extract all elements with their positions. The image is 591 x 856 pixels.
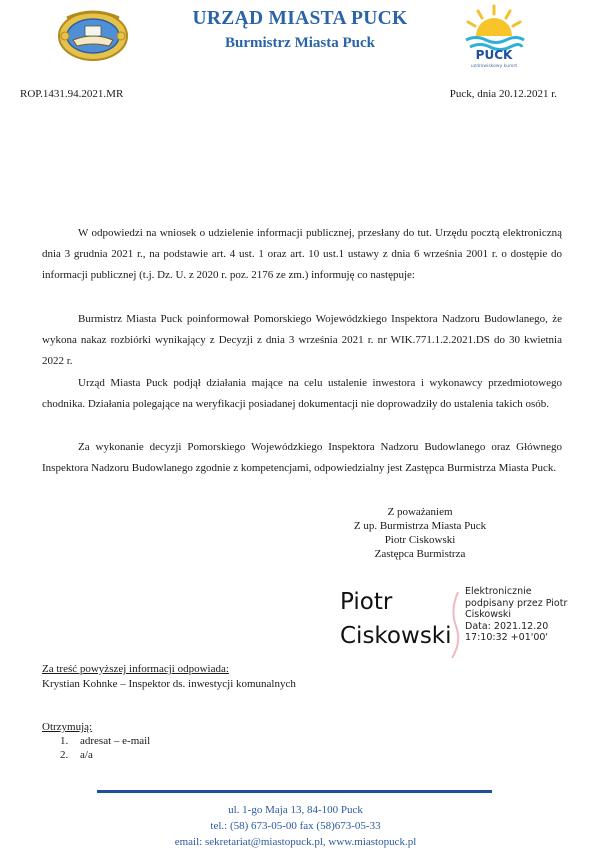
paragraph-3: Urząd Miasta Puck podjął działania mające na celu ustalenie inwestora i wykonawcy przedmiotowego chodnika. Działania polegające na weryfikacji posiadanej dokumentacji nie doprowadziły do ustalenia takich osób. [42, 377, 562, 410]
recipients-label: Otrzymują: [42, 721, 93, 733]
puck-logo-text: PUCK [475, 48, 513, 62]
place-and-date: Puck, dnia 20.12.2021 r. [449, 88, 557, 100]
recipient-2: 2. a/a [60, 749, 93, 761]
city-crest-logo [55, 6, 131, 62]
closing: Z poważaniem [387, 506, 453, 518]
signature-block [300, 505, 540, 561]
case-reference: ROP.1431.94.2021.MR [20, 88, 124, 100]
paragraph-4: Za wykonanie decyzji Pomorskiego Wojewódzkiego Inspektora Nadzoru Budowlanego oraz Głównego Inspektora Nadzoru Budowlanego zgodnie z kompetencjami, odpowiedzialny jest Zastępca Burmistrza Miasta Puck. [42, 441, 562, 474]
signer-position: Zastępca Burmistrza [374, 548, 466, 560]
footer-divider [97, 790, 492, 793]
paragraph-2: Burmistrz Miasta Puck poinformował Pomorskiego Wojewódzkiego Inspektora Nadzoru Budowlanego, że wykona nakaz rozbiórki wynikający z Decyzji z dnia 3 września 2021 r. nr WIK.771.1.2.2021.DS do 30 kwietnia 2022 r. [42, 313, 562, 367]
paragraph-1: W odpowiedzi na wniosek o udzielenie informacji publicznej, przesłany do tut. Urzędu pocztą elektroniczną dnia 3 grudnia 2021 r., na podstawie art. 4 ust. 1 oraz art. 10 ust.1 ustawy z dnia 6 września 2001 r. o dostępie do informacji publicznej (t.j. Dz. U. z 2020 r. poz. 2176 ze zm.) informuję co następuje: [42, 227, 562, 281]
office-name: URZĄD MIASTA PUCK [192, 8, 408, 29]
contact-person: Krystian Kohnke – Inspektor ds. inwestycji komunalnych [42, 678, 296, 690]
footer-email: email: sekretariat@miastopuck.pl, www.miastopuck.pl [174, 836, 417, 848]
recipient-1: 1. adresat – e-mail [60, 735, 151, 747]
contact-label: Za treść powyższej informacji odpowiada: [42, 663, 229, 675]
esig-mark [448, 590, 464, 660]
esig-note: Elektronicznie podpisany przez Piotr Ciskowski Data: 2021.12.20 17:10:32 +01'00' [465, 586, 568, 643]
puck-logo-tagline: uzdrowiskowy kurort [470, 64, 518, 69]
esig-last-name: Ciskowski [340, 623, 452, 649]
mayor-title: Burmistrz Miasta Puck [225, 35, 375, 51]
esig-first-name: Piotr [340, 589, 393, 615]
footer-address: ul. 1-go Maja 13, 84-100 Puck [228, 804, 363, 816]
footer-phone: tel.: (58) 673-05-00 fax (58)673-05-33 [210, 820, 381, 832]
signer-name: Piotr Ciskowski [384, 534, 456, 546]
on-behalf: Z up. Burmistrza Miasta Puck [353, 520, 487, 532]
